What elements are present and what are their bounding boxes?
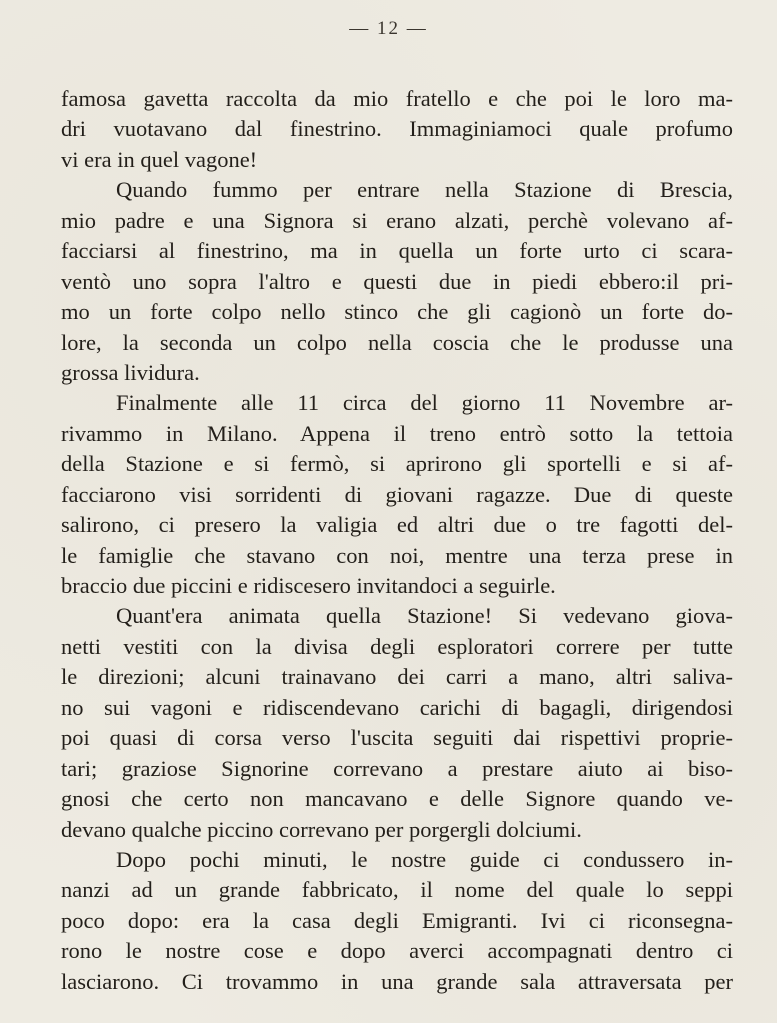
text-line: facciarono visi sorridenti di giovani ragazze. Due di queste (61, 481, 733, 507)
text-line: netti vestiti con la divisa degli esploratori correre per tutte (61, 633, 733, 659)
text-line: lore, la seconda un colpo nella coscia che le produsse una (61, 329, 733, 355)
page-number: — 12 — (349, 18, 428, 39)
text-line: ventò uno sopra l'altro e questi due in piedi ebbero:il pri- (61, 268, 733, 294)
text-line: nanzi ad un grande fabbricato, il nome del quale lo seppi (61, 877, 733, 903)
text-line: facciarsi al finestrino, ma in quella un forte urto ci scara- (61, 238, 733, 264)
text-line: della Stazione e si fermò, si aprirono gli sportelli e si af- (61, 451, 733, 477)
text-line: dri vuotavano dal finestrino. Immaginiamoci quale profumo (61, 116, 733, 142)
text-line: Quant'era animata quella Stazione! Si vedevano giova- (116, 603, 733, 629)
body-text (61, 84, 733, 997)
text-line: gnosi che certo non mancavano e delle Signore quando ve- (61, 786, 733, 812)
text-line: Finalmente alle 11 circa del giorno 11 Novembre ar- (116, 390, 733, 416)
text-line: grossa lividura. (61, 359, 200, 385)
text-line: rivammo in Milano. Appena il treno entrò sotto la tettoia (61, 420, 733, 446)
text-line: mio padre e una Signora si erano alzati, perchè volevano af- (61, 207, 733, 233)
text-line: vi era in quel vagone! (61, 146, 258, 172)
text-line: famosa gavetta raccolta da mio fratello e che poi le loro ma- (61, 86, 733, 111)
text-line: tari; graziose Signorine correvano a prestare aiuto ai biso- (61, 755, 733, 781)
text-line: devano qualche piccino correvano per porgergli dolciumi. (61, 816, 582, 842)
text-line: lasciarono. Ci trovammo in una grande sala attraversata per (61, 968, 733, 994)
text-line: le famiglie che stavano con noi, mentre una terza prese in (61, 542, 733, 568)
text-line: no sui vagoni e ridiscendevano carichi di bagagli, dirigendosi (61, 694, 733, 720)
text-line: le direzioni; alcuni trainavano dei carri a mano, altri saliva- (61, 664, 733, 690)
text-line: salirono, ci presero la valigia ed altri due o tre fagotti del- (61, 512, 733, 538)
text-line: braccio due piccini e ridiscesero invitandoci a seguirle. (61, 573, 556, 598)
text-line: mo un forte colpo nello stinco che gli cagionò un forte do- (61, 299, 733, 325)
text-line: rono le nostre cose e dopo averci accompagnati dentro ci (61, 938, 733, 964)
text-line: Quando fummo per entrare nella Stazione di Brescia, (116, 177, 733, 203)
text-line: poco dopo: era la casa degli Emigranti. Ivi ci riconsegna- (61, 907, 733, 933)
text-line: poi quasi di corsa verso l'uscita seguiti dai rispettivi proprie- (61, 725, 733, 751)
text-line: Dopo pochi minuti, le nostre guide ci condussero in- (116, 846, 733, 872)
